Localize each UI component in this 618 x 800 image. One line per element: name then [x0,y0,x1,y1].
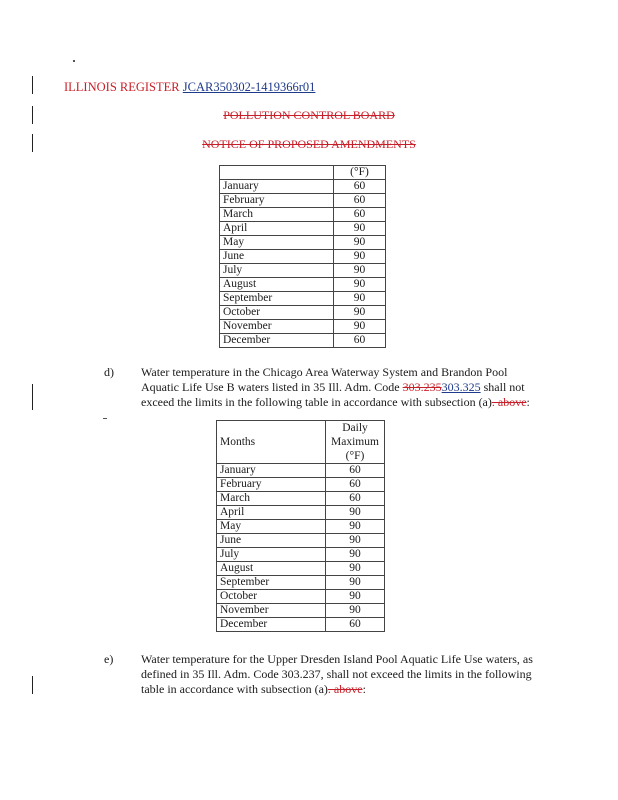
temperature-cell: 90 [334,292,386,306]
deleted-word: . above [491,395,527,409]
table-row [220,320,386,334]
temperature-cell: 90 [326,590,385,604]
table-row [220,180,386,194]
temperature-cell: 60 [334,194,386,208]
month-cell: May [220,236,334,250]
table-row [217,618,385,632]
table-row [217,520,385,534]
table-header-row [217,421,385,464]
table-row [220,208,386,222]
unit-header: (°F) [334,166,386,180]
table-row [217,492,385,506]
temperature-cell: 90 [334,264,386,278]
section-d-line-3: exceed the limits in the following table in accordance with subsection (a). above: [141,395,530,409]
table-row [220,250,386,264]
temperature-cell: 90 [326,548,385,562]
month-cell: August [220,278,334,292]
table-row [220,194,386,208]
temperature-cell: 90 [334,222,386,236]
added-reference: 303.325 [441,380,481,394]
table-row [217,464,385,478]
month-cell: March [217,492,326,506]
deleted-word: . above [327,682,363,696]
section-d-label: d) [104,365,114,379]
month-cell: July [220,264,334,278]
months-header: Months [217,421,326,464]
temperature-cell: 90 [334,250,386,264]
month-cell: November [220,320,334,334]
month-cell: March [220,208,334,222]
temperature-cell: 60 [326,618,385,632]
temperature-cell: 90 [334,278,386,292]
register-code: JCAR350302-1419366r01 [182,80,316,94]
temperature-cell: 90 [326,506,385,520]
temperature-cell: 60 [334,334,386,348]
temperature-cell: 60 [334,180,386,194]
month-cell: April [220,222,334,236]
table-row [220,236,386,250]
month-cell: July [217,548,326,562]
temperature-cell: 90 [326,520,385,534]
table-row [220,292,386,306]
month-cell: September [220,292,334,306]
table-header-row [220,166,386,180]
section-e-line-1: Water temperature for the Upper Dresden Island Pool Aquatic Life Use waters, as [141,652,533,666]
table-row [220,278,386,292]
table-row [220,264,386,278]
table-row [217,576,385,590]
table-row [217,478,385,492]
temperature-cell: 60 [334,208,386,222]
table-row [220,306,386,320]
section-d-line-2: Aquatic Life Use B waters listed in 35 Ill. Adm. Code 303.235303.325 shall not [141,380,525,394]
revision-bar [32,76,33,94]
table-row [220,334,386,348]
month-cell: June [220,250,334,264]
temperature-cell: 90 [326,576,385,590]
section-d-line-1: Water temperature in the Chicago Area Waterway System and Brandon Pool [141,365,508,379]
table-row [217,548,385,562]
month-cell: August [217,562,326,576]
table-row [217,562,385,576]
month-cell: October [217,590,326,604]
board-title: POLLUTION CONTROL BOARD [223,108,395,122]
month-cell: January [220,180,334,194]
month-cell: February [220,194,334,208]
month-cell: June [217,534,326,548]
daily-max-header: Daily Maximum (°F) [326,421,385,464]
temperature-cell: 90 [326,604,385,618]
section-e-line-2: defined in 35 Ill. Adm. Code 303.237, shall not exceed the limits in the following [141,667,532,681]
section-d-text [141,365,581,410]
temperature-cell: 60 [326,478,385,492]
temperature-cell: 90 [334,320,386,334]
scan-speck [73,60,75,62]
revision-bar [32,384,33,410]
table-row [217,590,385,604]
table-row [220,222,386,236]
month-cell: February [217,478,326,492]
month-cell: October [220,306,334,320]
month-cell: December [217,618,326,632]
register-header [64,80,315,95]
revision-bar [32,676,33,694]
temperature-table-2 [216,420,385,632]
temperature-table-1 [219,165,386,348]
section-e-label: e) [104,652,114,666]
month-cell: December [220,334,334,348]
table-row [217,534,385,548]
month-cell: September [217,576,326,590]
month-cell: January [217,464,326,478]
temperature-cell: 90 [326,562,385,576]
notice-title: NOTICE OF PROPOSED AMENDMENTS [202,137,416,151]
section-e-text [141,652,581,697]
month-cell: May [217,520,326,534]
register-title: ILLINOIS REGISTER [64,80,180,94]
section-e-line-3: table in accordance with subsection (a). above: [141,682,366,696]
temperature-cell: 90 [334,236,386,250]
month-cell: November [217,604,326,618]
month-cell: April [217,506,326,520]
scan-speck [103,418,107,419]
table-row [217,604,385,618]
deleted-reference: 303.235 [402,380,442,394]
temperature-cell: 60 [326,464,385,478]
temperature-cell: 90 [326,534,385,548]
table-row [217,506,385,520]
temperature-cell: 90 [334,306,386,320]
temperature-cell: 60 [326,492,385,506]
